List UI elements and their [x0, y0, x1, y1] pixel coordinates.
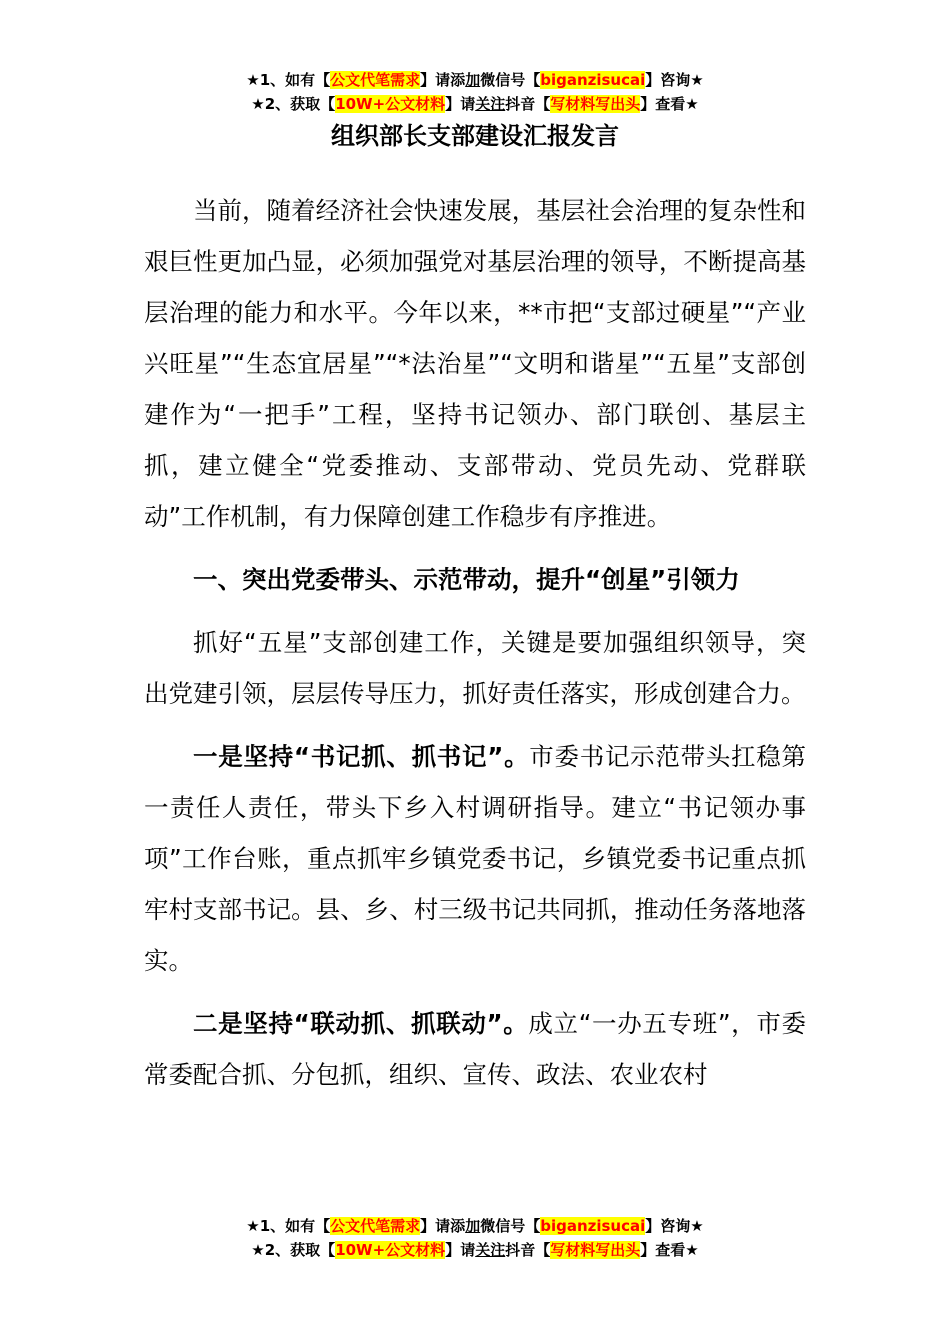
banner-highlight: 公文代笔需求 — [330, 71, 421, 89]
section-paragraph: 抓好“五星”支部创建工作，关键是要加强组织领导，突出党建引领，层层传导压力，抓好责任落实，形成创建合力。 — [144, 628, 806, 708]
banner-highlight: biganzisucai — [540, 1217, 646, 1235]
point-text: 市委书记示范带头扛稳第一责任人责任，带头下乡入村调研指导。建立“书记领办事项”工作台账，重点抓牢乡镇党委书记，乡镇党委书记重点抓牢村支部书记。县、乡、村三级书记共同抓，推动任务落地落实。 — [144, 742, 807, 975]
banner-highlight: 写材料写出头 — [550, 1241, 641, 1259]
banner-text: ★2、获取【 — [251, 1241, 336, 1259]
banner-highlight: 公文代笔需求 — [330, 1217, 421, 1235]
banner-text: 微信号【 — [480, 1217, 541, 1235]
banner-line-1 — [0, 1214, 950, 1238]
section-heading: 一、突出党委带头、示范带动，提升“创星”引领力 — [193, 565, 740, 594]
banner-text: ★1、如有【 — [246, 1217, 331, 1235]
banner-text: 微信号【 — [480, 71, 541, 89]
banner-underlined-text: 加 — [465, 1217, 481, 1235]
banner-line-2 — [0, 92, 950, 116]
intro-paragraph: 当前，随着经济社会快速发展，基层社会治理的复杂性和艰巨性更加凸显，必须加强党对基层治理的领导，不断提高基层治理的能力和水平。今年以来，**市把“支部过硬星”“产业兴旺星”“生态宜居星”“*法治星”“文明和谐星”“五星”支部创建作为“一把手”工程，坚持书记领办、部门联创、基层主抓，建立健全“党委推动、支部带动、党员先动、党群联动”工作机制，有力保障创建工作稳步有序推进。 — [144, 196, 806, 531]
banner-underlined-text: 关注 — [475, 95, 506, 113]
banner-text: 】查看★ — [640, 95, 699, 113]
banner-text: 抖音【 — [505, 95, 551, 113]
header-banner — [0, 68, 950, 116]
footer-banner — [0, 1214, 950, 1262]
banner-highlight: 写材料写出头 — [550, 95, 641, 113]
banner-text: 】请 — [445, 1241, 476, 1259]
banner-text: 】请 — [445, 95, 476, 113]
document-body — [144, 185, 806, 1112]
point-paragraph-2 — [144, 998, 806, 1100]
banner-text: 】咨询★ — [645, 1217, 704, 1235]
banner-highlight: biganzisucai — [540, 71, 646, 89]
point-paragraph-1 — [144, 731, 806, 986]
point-lead: 二是坚持“联动抓、抓联动”。 — [193, 1009, 529, 1038]
banner-highlight: 10W+公文材料 — [335, 95, 446, 113]
point-text: 成立“一办五专班”，市委常委配合抓、分包抓，组织、宣传、政法、农业农村 — [144, 1009, 806, 1089]
banner-line-1 — [0, 68, 950, 92]
banner-text: 】请添 — [420, 1217, 466, 1235]
banner-text: 】请添 — [420, 71, 466, 89]
document-title: 组织部长支部建设汇报发言 — [331, 122, 619, 150]
banner-underlined-text: 加 — [465, 71, 481, 89]
banner-text: 】咨询★ — [645, 71, 704, 89]
banner-line-2 — [0, 1238, 950, 1262]
point-lead: 一是坚持“书记抓、抓书记”。 — [193, 742, 530, 771]
banner-highlight: 10W+公文材料 — [335, 1241, 446, 1259]
banner-text: ★1、如有【 — [246, 71, 331, 89]
banner-text: 】查看★ — [640, 1241, 699, 1259]
banner-underlined-text: 关注 — [475, 1241, 506, 1259]
banner-text: 抖音【 — [505, 1241, 551, 1259]
banner-text: ★2、获取【 — [251, 95, 336, 113]
